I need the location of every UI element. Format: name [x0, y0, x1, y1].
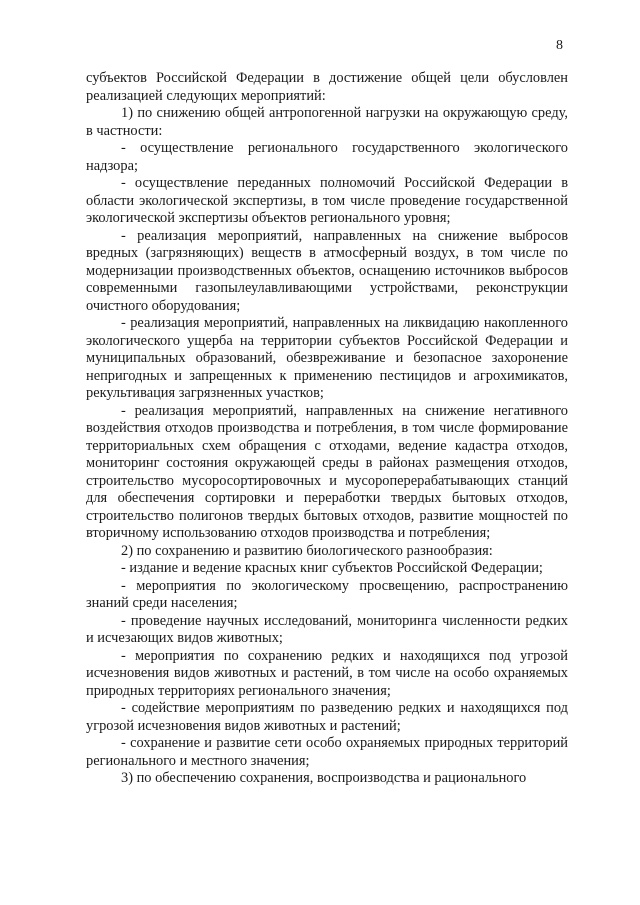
paragraph-item-emission-reduction: - реализация мероприятий, направленных на снижение выбросов вредных (загрязняющих) веществ в атмосферный воздух, в том числе по модернизации производственных объектов, оснащению источников выбросов современными газопылеулавливающими устройствами, реконструкции очистного оборудования; — [86, 227, 568, 314]
paragraph-item-waste-impact: - реализация мероприятий, направленных на снижение негативного воздействия отходов производства и потребления, в том числе формирование территориальных схем обращения с отходами, ведение кадастра отходов, мониторинг состояния окружающей среды в районах размещения отходов, строительство мусоросортировочных и мусороперерабатывающих станций для обеспечения сортировки и переработки твердых бытовых отходов, строительство полигонов твердых бытовых отходов, развитие мощностей по вторичному использованию отходов производства и потребления; — [86, 402, 568, 541]
page-number: 8 — [556, 38, 563, 53]
document-body — [86, 70, 568, 788]
paragraph-item-ecological-supervision: - осуществление регионального государственного экологического надзора; — [86, 140, 568, 174]
paragraph-item-species-preservation: - мероприятия по сохранению редких и находящихся под угрозой исчезновения видов животных и растений, в том числе на особо охраняемых природных территориях регионального значения; — [86, 647, 568, 699]
paragraph-item-red-books: - издание и ведение красных книг субъектов Российской Федерации; — [121, 560, 543, 576]
paragraph-intro: субъектов Российской Федерации в достижение общей цели обусловлен реализацией следующих мероприятий: — [86, 70, 568, 104]
paragraph-section-2-heading: 2) по сохранению и развитию биологического разнообразия: — [121, 542, 493, 559]
paragraph-item-ecological-education: - мероприятия по экологическому просвещению, распространению знаний среди населения; — [86, 577, 568, 611]
paragraph-item-species-breeding: - содействие мероприятиям по разведению редких и находящихся под угрозой исчезновения видов животных и растений; — [86, 700, 568, 734]
paragraph-item-protected-areas: - сохранение и развитие сети особо охраняемых природных территорий регионального и местного значения; — [86, 735, 568, 769]
paragraph-item-scientific-research: - проведение научных исследований, мониторинга численности редких и исчезающих видов животных; — [86, 612, 568, 646]
paragraph-section-3-heading: 3) по обеспечению сохранения, воспроизводства и рационального — [121, 770, 527, 786]
paragraph-item-ecological-expertise: - осуществление переданных полномочий Российской Федерации в области экологической экспертизы, в том числе проведение государственной экологической экспертизы объектов регионального уровня; — [86, 175, 568, 226]
paragraph-section-1-heading: 1) по снижению общей антропогенной нагрузки на окружающую среду, в частности: — [86, 105, 568, 139]
paragraph-item-accumulated-damage: - реализация мероприятий, направленных на ликвидацию накопленного экологического ущерба на территории субъектов Российской Федерации и муниципальных образований, обезвреживание и безопасное захоронение непригодных и запрещенных к применению пестицидов и агрохимикатов, рекультивация загрязненных участков; — [86, 315, 568, 401]
